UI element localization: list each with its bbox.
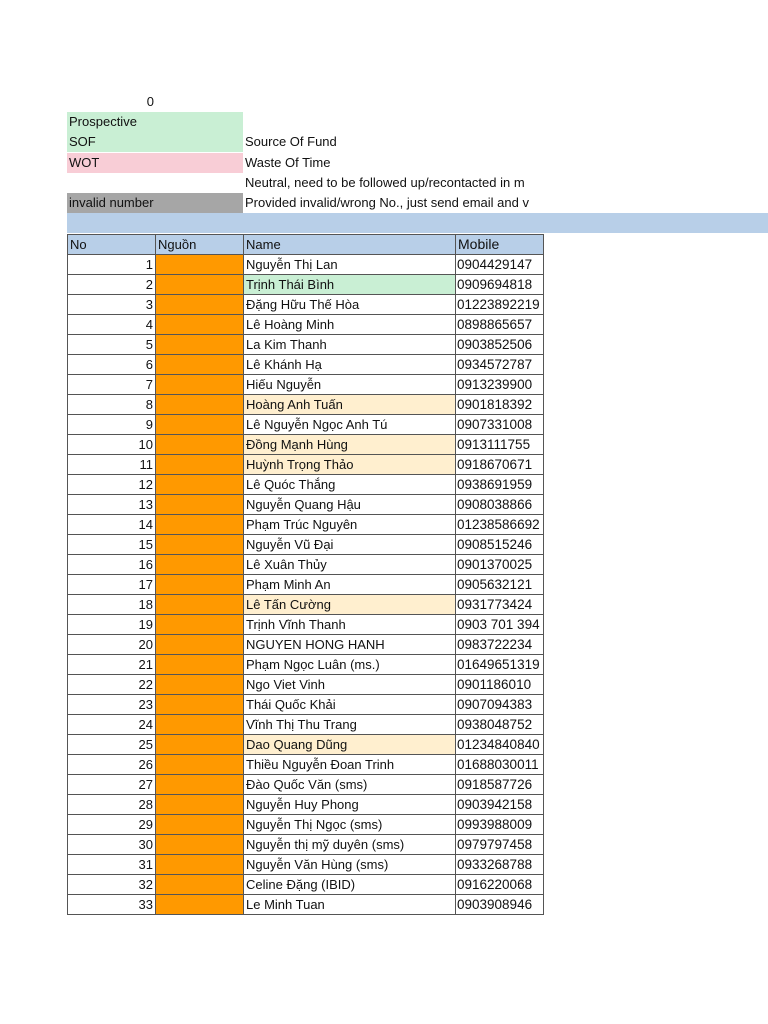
name-cell[interactable]: Lê Nguyễn Ngọc Anh Tú: [244, 415, 456, 435]
row-number-cell[interactable]: 8: [68, 395, 156, 415]
row-number-cell[interactable]: 19: [68, 615, 156, 635]
name-cell[interactable]: Huỳnh Trọng Thảo: [244, 455, 456, 475]
name-cell[interactable]: Thái Quốc Khải: [244, 695, 456, 715]
table-row: [68, 675, 544, 695]
row-number-cell[interactable]: 3: [68, 295, 156, 315]
table-row: [68, 635, 544, 655]
header-band: [67, 213, 768, 233]
mobile-cell[interactable]: 0934572787: [456, 355, 544, 375]
mobile-cell[interactable]: 0907094383: [456, 695, 544, 715]
legend-description[interactable]: Waste Of Time: [245, 155, 331, 170]
table-row: [68, 795, 544, 815]
table-row: [68, 555, 544, 575]
table-row: [68, 275, 544, 295]
source-cell[interactable]: [156, 395, 244, 415]
mobile-cell[interactable]: 0898865657: [456, 315, 544, 335]
row-number-cell[interactable]: 33: [68, 895, 156, 915]
source-cell[interactable]: [156, 335, 244, 355]
source-cell[interactable]: [156, 475, 244, 495]
name-cell[interactable]: Celine Đặng (IBID): [244, 875, 456, 895]
row-number-cell[interactable]: 16: [68, 555, 156, 575]
row-number-cell[interactable]: 5: [68, 335, 156, 355]
row-number-cell[interactable]: 28: [68, 795, 156, 815]
table-row: [68, 255, 544, 275]
table-row: [68, 495, 544, 515]
mobile-cell[interactable]: 0903942158: [456, 795, 544, 815]
row-number-cell[interactable]: 23: [68, 695, 156, 715]
legend-row: [67, 112, 767, 132]
source-cell[interactable]: [156, 775, 244, 795]
row-number-cell[interactable]: 20: [68, 635, 156, 655]
row-number-cell[interactable]: 22: [68, 675, 156, 695]
contact-table: [67, 234, 544, 915]
table-row: [68, 375, 544, 395]
row-number-cell[interactable]: 29: [68, 815, 156, 835]
name-cell[interactable]: Hoàng Anh Tuấn: [244, 395, 456, 415]
name-cell[interactable]: Nguyễn Huy Phong: [244, 795, 456, 815]
mobile-cell[interactable]: 0903908946: [456, 895, 544, 915]
header-mobile[interactable]: Mobile: [456, 235, 544, 255]
row-number-cell[interactable]: 21: [68, 655, 156, 675]
mobile-cell[interactable]: 01234840840: [456, 735, 544, 755]
row-number-cell[interactable]: 30: [68, 835, 156, 855]
mobile-cell[interactable]: 0901818392: [456, 395, 544, 415]
name-cell[interactable]: Nguyễn Vũ Đại: [244, 535, 456, 555]
mobile-cell[interactable]: 01649651319: [456, 655, 544, 675]
name-cell[interactable]: La Kim Thanh: [244, 335, 456, 355]
mobile-cell[interactable]: 0907331008: [456, 415, 544, 435]
table-row: [68, 515, 544, 535]
source-cell[interactable]: [156, 835, 244, 855]
table-row: [68, 295, 544, 315]
source-cell[interactable]: [156, 715, 244, 735]
name-cell[interactable]: Đặng Hữu Thế Hòa: [244, 295, 456, 315]
source-cell[interactable]: [156, 795, 244, 815]
name-cell[interactable]: Phạm Ngọc Luân (ms.): [244, 655, 456, 675]
mobile-cell[interactable]: 0903 701 394: [456, 615, 544, 635]
legend-description[interactable]: Neutral, need to be followed up/recontacted in m: [245, 175, 525, 190]
name-cell[interactable]: Vĩnh Thị Thu Trang: [244, 715, 456, 735]
table-row: [68, 415, 544, 435]
mobile-cell[interactable]: 0979797458: [456, 835, 544, 855]
name-cell[interactable]: Đào Quốc Văn (sms): [244, 775, 456, 795]
table-row: [68, 855, 544, 875]
table-row: [68, 615, 544, 635]
table-body: [68, 255, 544, 915]
row-number-cell[interactable]: 31: [68, 855, 156, 875]
legend-row: [67, 153, 767, 173]
source-cell[interactable]: [156, 875, 244, 895]
name-cell[interactable]: Hiếu Nguyễn: [244, 375, 456, 395]
mobile-cell[interactable]: 0931773424: [456, 595, 544, 615]
mobile-cell[interactable]: 01238586692: [456, 515, 544, 535]
name-cell[interactable]: Đồng Mạnh Hùng: [244, 435, 456, 455]
name-cell[interactable]: Ngo Viet Vinh: [244, 675, 456, 695]
legend-description[interactable]: Provided invalid/wrong No., just send email and v: [245, 195, 529, 210]
mobile-cell[interactable]: 0913111755: [456, 435, 544, 455]
source-cell[interactable]: [156, 815, 244, 835]
legend-key[interactable]: invalid number: [67, 193, 243, 213]
name-cell[interactable]: Le Minh Tuan: [244, 895, 456, 915]
legend-row: [67, 132, 767, 152]
table-row: [68, 335, 544, 355]
name-cell[interactable]: Nguyễn Thị Ngọc (sms): [244, 815, 456, 835]
name-cell[interactable]: Trịnh Thái Bình: [244, 275, 456, 295]
mobile-cell[interactable]: 0908038866: [456, 495, 544, 515]
table-row: [68, 775, 544, 795]
source-cell[interactable]: [156, 255, 244, 275]
table-row: [68, 475, 544, 495]
source-cell[interactable]: [156, 415, 244, 435]
legend-description[interactable]: [243, 112, 543, 132]
source-cell[interactable]: [156, 635, 244, 655]
legend-row: [67, 173, 767, 193]
header-source[interactable]: Nguồn: [156, 235, 244, 255]
legend-key[interactable]: Prospective: [67, 112, 243, 132]
row-number-cell[interactable]: 27: [68, 775, 156, 795]
name-cell[interactable]: Lê Xuân Thủy: [244, 555, 456, 575]
table-row: [68, 835, 544, 855]
row-number-cell[interactable]: 18: [68, 595, 156, 615]
source-cell[interactable]: [156, 495, 244, 515]
value-cell[interactable]: 0: [146, 94, 154, 109]
header-no[interactable]: No: [68, 235, 156, 255]
source-cell[interactable]: [156, 375, 244, 395]
mobile-cell[interactable]: 0905632121: [456, 575, 544, 595]
table-row: [68, 735, 544, 755]
mobile-cell[interactable]: 0909694818: [456, 275, 544, 295]
row-number-cell[interactable]: 17: [68, 575, 156, 595]
table-row: [68, 815, 544, 835]
source-cell[interactable]: [156, 515, 244, 535]
row-number-cell[interactable]: 4: [68, 315, 156, 335]
source-cell[interactable]: [156, 435, 244, 455]
source-cell[interactable]: [156, 895, 244, 915]
name-cell[interactable]: Phạm Minh An: [244, 575, 456, 595]
table-row: [68, 395, 544, 415]
legend-key[interactable]: WOT: [67, 153, 243, 173]
mobile-cell[interactable]: 0913239900: [456, 375, 544, 395]
name-cell[interactable]: Dao Quang Dũng: [244, 735, 456, 755]
name-cell[interactable]: Lê Khánh Hạ: [244, 355, 456, 375]
source-cell[interactable]: [156, 755, 244, 775]
row-number-cell[interactable]: 10: [68, 435, 156, 455]
mobile-cell[interactable]: 0903852506: [456, 335, 544, 355]
row-number-cell[interactable]: 7: [68, 375, 156, 395]
table-row: [68, 655, 544, 675]
mobile-cell[interactable]: 0901186010: [456, 675, 544, 695]
row-number-cell[interactable]: 32: [68, 875, 156, 895]
mobile-cell[interactable]: 0933268788: [456, 855, 544, 875]
table-row: [68, 895, 544, 915]
source-cell[interactable]: [156, 275, 244, 295]
table-row: [68, 435, 544, 455]
mobile-cell[interactable]: 0904429147: [456, 255, 544, 275]
row-number-cell[interactable]: 15: [68, 535, 156, 555]
row-number-cell[interactable]: 13: [68, 495, 156, 515]
table-row: [68, 455, 544, 475]
mobile-cell[interactable]: 01688030011: [456, 755, 544, 775]
name-cell[interactable]: Lê Tấn Cường: [244, 595, 456, 615]
name-cell[interactable]: Phạm Trúc Nguyên: [244, 515, 456, 535]
source-cell[interactable]: [156, 455, 244, 475]
source-cell[interactable]: [156, 615, 244, 635]
legend-key[interactable]: SOF: [67, 132, 243, 152]
row-number-cell[interactable]: 25: [68, 735, 156, 755]
row-number-cell[interactable]: 11: [68, 455, 156, 475]
table-row: [68, 355, 544, 375]
source-cell[interactable]: [156, 555, 244, 575]
source-cell[interactable]: [156, 535, 244, 555]
table-row: [68, 575, 544, 595]
name-cell[interactable]: Nguyễn thị mỹ duyên (sms): [244, 835, 456, 855]
table-row: [68, 755, 544, 775]
mobile-cell[interactable]: 01223892219: [456, 295, 544, 315]
source-cell[interactable]: [156, 675, 244, 695]
mobile-cell[interactable]: 0916220068: [456, 875, 544, 895]
table-row: [68, 535, 544, 555]
table-row: [68, 715, 544, 735]
table-row: [68, 875, 544, 895]
mobile-cell[interactable]: 0918587726: [456, 775, 544, 795]
mobile-cell[interactable]: 0938048752: [456, 715, 544, 735]
name-cell[interactable]: NGUYEN HONG HANH: [244, 635, 456, 655]
name-cell[interactable]: Lê Quóc Thắng: [244, 475, 456, 495]
table-row: [68, 315, 544, 335]
mobile-cell[interactable]: 0983722234: [456, 635, 544, 655]
row-number-cell[interactable]: 2: [68, 275, 156, 295]
row-number-cell[interactable]: 24: [68, 715, 156, 735]
name-cell[interactable]: Trịnh Vĩnh Thanh: [244, 615, 456, 635]
source-cell[interactable]: [156, 295, 244, 315]
row-number-cell[interactable]: 1: [68, 255, 156, 275]
row-number-cell[interactable]: 6: [68, 355, 156, 375]
source-cell[interactable]: [156, 595, 244, 615]
name-cell[interactable]: Nguyễn Văn Hùng (sms): [244, 855, 456, 875]
mobile-cell[interactable]: 0901370025: [456, 555, 544, 575]
table-row: [68, 595, 544, 615]
source-cell[interactable]: [156, 355, 244, 375]
row-number-cell[interactable]: 12: [68, 475, 156, 495]
table-row: [68, 695, 544, 715]
row-number-cell[interactable]: 9: [68, 415, 156, 435]
mobile-cell[interactable]: 0993988009: [456, 815, 544, 835]
legend-row: [67, 193, 767, 213]
name-cell[interactable]: Thiều Nguyễn Đoan Trinh: [244, 755, 456, 775]
source-cell[interactable]: [156, 575, 244, 595]
mobile-cell[interactable]: 0908515246: [456, 535, 544, 555]
name-cell[interactable]: Lê Hoàng Minh: [244, 315, 456, 335]
row-number-cell[interactable]: 14: [68, 515, 156, 535]
header-name[interactable]: Name: [244, 235, 456, 255]
row-number-cell[interactable]: 26: [68, 755, 156, 775]
name-cell[interactable]: Nguyễn Quang Hậu: [244, 495, 456, 515]
source-cell[interactable]: [156, 315, 244, 335]
legend-key[interactable]: [67, 173, 243, 193]
table-header-row: [68, 235, 544, 255]
source-cell[interactable]: [156, 695, 244, 715]
source-cell[interactable]: [156, 735, 244, 755]
mobile-cell[interactable]: 0938691959: [456, 475, 544, 495]
legend-description[interactable]: Source Of Fund: [245, 134, 337, 149]
mobile-cell[interactable]: 0918670671: [456, 455, 544, 475]
name-cell[interactable]: Nguyễn Thị Lan: [244, 255, 456, 275]
source-cell[interactable]: [156, 855, 244, 875]
source-cell[interactable]: [156, 655, 244, 675]
